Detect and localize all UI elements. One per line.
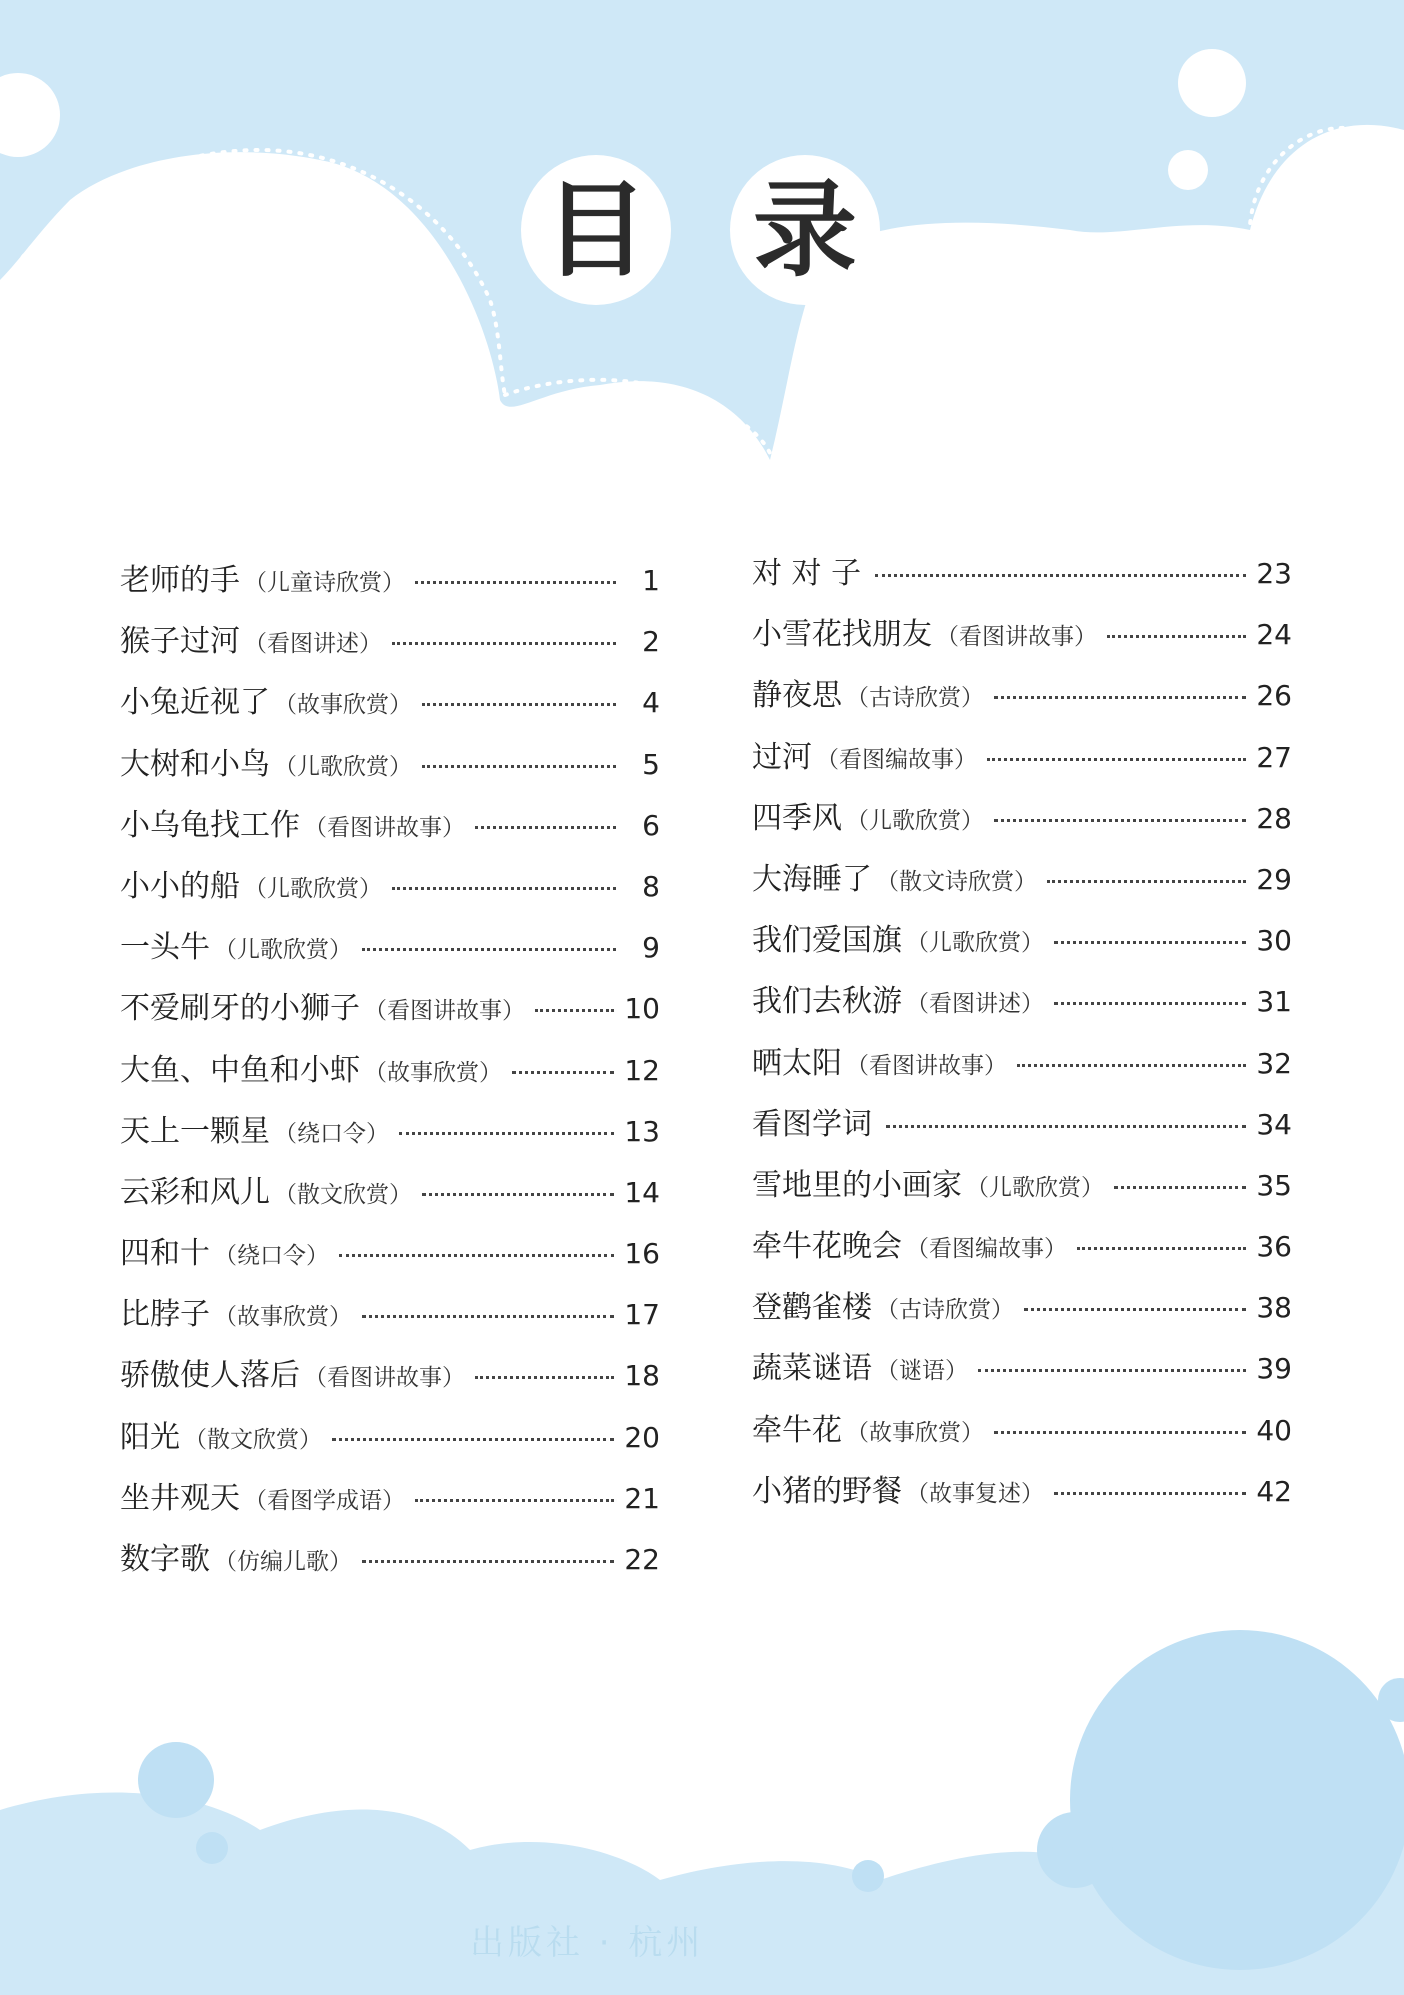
toc-entry-title: 小雪花找朋友 [752,617,932,653]
toc-entry-title: 猴子过河 [120,624,240,660]
toc-leader-dots [1054,1492,1246,1495]
toc-entry-note: （古诗欣赏） [876,1297,1014,1324]
toc-entry[interactable] [752,548,1292,609]
toc-leader-dots [415,581,616,584]
toc-entry-page: 36 [1256,1230,1292,1264]
bottom-bubble-big [1070,1630,1404,1970]
toc-entry-note: （看图讲故事） [936,624,1097,651]
toc-entry[interactable] [120,1289,660,1350]
toc-entry-title: 看图学词 [752,1106,872,1142]
toc-leader-dots [994,696,1246,699]
toc-leader-dots [1114,1186,1246,1189]
toc-leader-dots [535,1009,614,1012]
toc-entry-note: （故事欣赏） [364,1059,502,1086]
toc-entry-note: （看图讲故事） [304,1365,465,1392]
toc-entry-title: 比脖子 [120,1297,210,1333]
title-char-1: 目 [543,169,648,291]
toc-entry-note: （儿歌欣赏） [906,930,1044,957]
toc-entry[interactable] [120,983,660,1044]
toc-leader-dots [475,826,616,829]
toc-entry-title: 静夜思 [752,678,842,714]
toc-entry-page: 21 [624,1481,660,1515]
bottom-bubble-3 [1037,1812,1113,1888]
toc-entry-note: （儿歌欣赏） [244,875,382,902]
toc-leader-dots [987,758,1246,761]
toc-entry-page: 1 [642,564,660,597]
toc-leader-dots [886,1125,1246,1128]
toc-entry-page: 26 [1256,679,1292,713]
toc-entry-title: 小乌龟找工作 [120,807,300,843]
toc-entry-page: 29 [1256,862,1292,896]
toc-entry-note: （儿歌欣赏） [966,1174,1104,1201]
toc-entry-page: 13 [624,1114,660,1148]
footer-publisher-text: 出版社 · 杭州 [470,1923,705,1963]
toc-entry-page: 10 [624,992,660,1026]
toc-leader-dots [362,948,616,951]
toc-entry-note: （散文欣赏） [184,1426,322,1453]
toc-entry-title: 雪地里的小画家 [752,1167,962,1203]
toc-entry-note: （绕口令） [214,1243,329,1270]
toc-leader-dots [422,1193,614,1196]
toc-entry[interactable] [752,1099,1292,1160]
toc-entry[interactable] [752,609,1292,670]
toc-entry-title: 过河 [752,739,812,775]
toc-entry-page: 34 [1256,1107,1292,1141]
toc-entry-note: （看图编故事） [816,746,977,773]
toc-leader-dots [339,1254,614,1257]
toc-entry-title: 大树和小鸟 [120,746,270,782]
toc-leader-dots [1107,635,1246,638]
toc-entry-note: （故事欣赏） [274,692,412,719]
toc-entry-note: （儿歌欣赏） [214,937,352,964]
toc-entry[interactable] [120,739,660,800]
toc-entry-page: 23 [1256,557,1292,590]
toc-entry-note: （看图讲故事） [364,998,525,1025]
toc-entry[interactable] [120,1045,660,1106]
toc-leader-dots [415,1499,614,1502]
toc-entry-note: （儿歌欣赏） [846,807,984,834]
toc-entry-page: 42 [1256,1474,1292,1508]
toc-leader-dots [1047,880,1246,883]
toc-entry[interactable] [120,1534,660,1595]
toc-entry[interactable] [120,555,660,616]
toc-entry[interactable] [120,800,660,861]
toc-entry-page: 9 [642,931,660,965]
toc-entry-note: （谜语） [876,1358,968,1385]
toc-entry[interactable] [120,616,660,677]
toc-leader-dots [392,642,616,645]
toc-leader-dots [994,1431,1246,1434]
toc-leader-dots [475,1376,614,1379]
toc-entry-title: 坐井观天 [120,1480,240,1516]
bottom-bubble-1 [138,1742,214,1818]
toc-leader-dots [362,1315,614,1318]
toc-entry[interactable] [120,1167,660,1228]
toc-entry-title: 大鱼、中鱼和小虾 [120,1052,360,1088]
toc-leader-dots [422,703,616,706]
toc-entry-page: 14 [624,1175,660,1209]
toc-entry-title: 老师的手 [120,563,240,598]
toc-entry-page: 40 [1256,1413,1292,1447]
toc-entry[interactable] [752,915,1292,976]
toc-entry-title: 晒太阳 [752,1045,842,1081]
toc-leader-dots [399,1132,614,1135]
toc-leader-dots [1024,1308,1246,1311]
toc-leader-dots [1054,1002,1246,1005]
toc-entry-page: 2 [642,625,660,659]
toc-entry[interactable] [120,1412,660,1473]
toc-entry-title: 对 对 子 [752,556,862,591]
toc-leader-dots [994,819,1246,822]
toc-entry[interactable] [752,1466,1292,1527]
toc-entry-page: 6 [642,808,660,842]
toc-entry-note: （看图讲故事） [846,1052,1007,1079]
toc-entry[interactable] [752,793,1292,854]
toc-entry-page: 12 [624,1053,660,1087]
toc-entry-title: 骄傲使人落后 [120,1358,300,1394]
toc-entry-note: （看图讲述） [244,631,382,658]
title-char-2: 录 [752,169,857,291]
toc-right-column [752,548,1292,1527]
toc-entry[interactable] [752,1405,1292,1466]
toc-entry-note: （绕口令） [274,1120,389,1147]
toc-entry[interactable] [120,1228,660,1289]
toc-entry-page: 39 [1256,1352,1292,1386]
toc-entry-note: （故事欣赏） [846,1419,984,1446]
toc-entry-note: （故事复述） [906,1480,1044,1507]
toc-entry[interactable] [752,854,1292,915]
toc-entry-page: 28 [1256,801,1292,835]
toc-entry-title: 天上一颗星 [120,1113,270,1149]
toc-entry-note: （看图讲故事） [304,814,465,841]
toc-entry-title: 小小的船 [120,868,240,904]
toc-entry-title: 阳光 [120,1419,180,1455]
toc-entry-note: （儿童诗欣赏） [244,570,405,596]
toc-leader-dots [392,887,616,890]
toc-entry[interactable] [120,1350,660,1411]
toc-entry-title: 登鹳雀楼 [752,1290,872,1326]
toc-entry-page: 27 [1256,740,1292,774]
toc-leader-dots [422,765,616,768]
toc-entry-title: 我们爱国旗 [752,923,902,959]
toc-entry[interactable] [120,861,660,922]
toc-entry-title: 牵牛花 [752,1412,842,1448]
toc-entry-page: 8 [642,869,660,903]
toc-entry-page: 35 [1256,1168,1292,1202]
toc-entry-title: 四季风 [752,800,842,836]
toc-entry-title: 不爱刷牙的小狮子 [120,991,360,1027]
toc-entry-note: （看图学成语） [244,1487,405,1514]
toc-entry[interactable] [752,1038,1292,1099]
toc-entry-title: 牵牛花晚会 [752,1229,902,1265]
toc-entry-page: 16 [624,1237,660,1271]
toc-leader-dots [512,1071,614,1074]
toc-entry-title: 大海睡了 [752,861,872,897]
toc-leader-dots [875,574,1246,577]
toc-entry-page: 4 [642,686,660,720]
toc-entry-page: 30 [1256,924,1292,958]
toc-entry[interactable] [120,922,660,983]
toc-entry[interactable] [120,1473,660,1534]
bottom-bubble-2 [196,1832,228,1864]
toc-leader-dots [332,1438,614,1441]
toc-entry-title: 云彩和风儿 [120,1174,270,1210]
toc-entry[interactable] [752,1160,1292,1221]
toc-entry-title: 四和十 [120,1236,210,1272]
toc-entry-note: （散文诗欣赏） [876,868,1037,895]
title-bubble-1 [521,155,671,305]
toc-entry[interactable] [120,677,660,738]
toc-entry[interactable] [120,1106,660,1167]
toc-leader-dots [978,1369,1246,1372]
toc-entry-title: 蔬菜谜语 [752,1351,872,1387]
toc-entry-page: 24 [1256,618,1292,652]
top-bubble-2 [1178,49,1246,117]
toc-entry-page: 32 [1256,1046,1292,1080]
bottom-bubble-4 [852,1860,884,1892]
toc-entry-title: 数字歌 [120,1542,210,1577]
top-bubble-3 [1168,150,1208,190]
toc-entry[interactable] [752,670,1292,731]
toc-entry[interactable] [752,1343,1292,1404]
toc-entry-note: （古诗欣赏） [846,685,984,712]
toc-entry-note: （故事欣赏） [214,1304,352,1331]
toc-entry[interactable] [752,732,1292,793]
toc-entry-note: （散文欣赏） [274,1181,412,1208]
title-bubble-2 [730,155,880,305]
toc-entry-page: 31 [1256,985,1292,1019]
toc-entry-page: 22 [624,1543,660,1576]
toc-leader-dots [1017,1064,1246,1067]
toc-leader-dots [362,1560,614,1563]
toc-entry-page: 17 [624,1298,660,1332]
toc-entry-title: 一头牛 [120,930,210,966]
toc-entry-title: 我们去秋游 [752,984,902,1020]
toc-leader-dots [1054,941,1246,944]
toc-entry[interactable] [752,1282,1292,1343]
toc-entry[interactable] [752,1221,1292,1282]
toc-entry-page: 5 [642,747,660,781]
toc-entry-title: 小兔近视了 [120,685,270,721]
toc-entry-page: 18 [624,1359,660,1393]
toc-entry-note: （儿歌欣赏） [274,753,412,780]
toc-entry-page: 20 [624,1420,660,1454]
toc-entry-title: 小猪的野餐 [752,1473,902,1509]
toc-left-column [120,555,660,1595]
toc-entry-note: （看图讲述） [906,991,1044,1018]
toc-entry-note: （仿编儿歌） [214,1549,352,1575]
toc-leader-dots [1077,1247,1246,1250]
toc-entry-note: （看图编故事） [906,1236,1067,1263]
toc-entry[interactable] [752,976,1292,1037]
toc-entry-page: 38 [1256,1291,1292,1325]
